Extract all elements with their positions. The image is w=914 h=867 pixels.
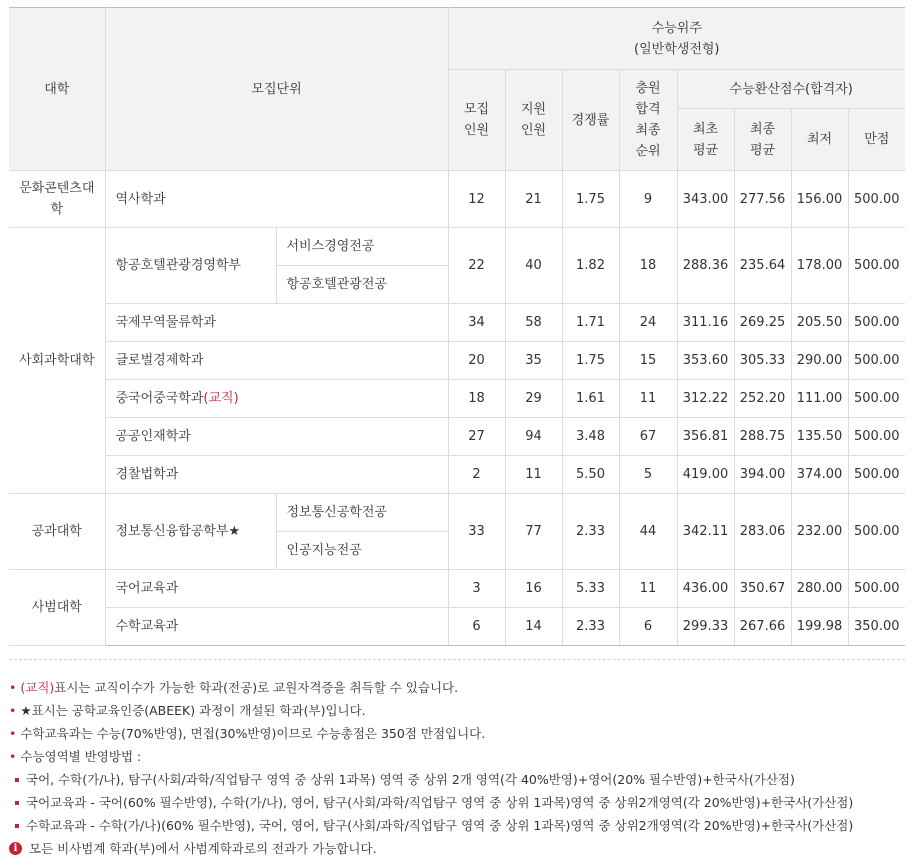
header-lowest: 최저 (791, 109, 848, 171)
first-avg-cell: 436.00 (677, 570, 734, 608)
major-cell: 정보통신공학전공 (276, 494, 448, 532)
final-avg-cell: 252.20 (734, 380, 791, 418)
square-bullet-icon (15, 778, 19, 782)
table-row (9, 380, 905, 418)
final-avg-cell: 235.64 (734, 228, 791, 304)
final-avg-cell: 269.25 (734, 304, 791, 342)
lowest-cell: 199.98 (791, 608, 848, 646)
quota-cell: 27 (448, 418, 505, 456)
note-subitem: 국어, 수학(가/나), 탐구(사회/과학/직업탐구 영역 중 상위 1과목) 영역 중 상위 2개 영역(각 40%반영)+영어(20% 필수반영)+한국사(가산점) (9, 768, 905, 791)
note-info: i 모든 비사범계 학과(부)에서 사범계학과로의 전과가 가능합니다. (9, 837, 905, 860)
lowest-cell: 135.50 (791, 418, 848, 456)
rank-cell: 44 (619, 494, 677, 570)
ratio-cell: 3.48 (562, 418, 619, 456)
ratio-cell: 2.33 (562, 608, 619, 646)
notes-list (9, 676, 905, 860)
major-cell: 서비스경영전공 (276, 228, 448, 266)
applicants-cell: 29 (505, 380, 562, 418)
dept-cell: 공공인재학과 (105, 418, 448, 456)
header-group: 수능위주 (일반학생전형) (448, 8, 905, 70)
college-cell: 공과대학 (9, 494, 105, 570)
ratio-cell: 1.75 (562, 171, 619, 228)
applicants-cell: 35 (505, 342, 562, 380)
teaching-tag: (교직) (20, 680, 55, 695)
final-avg-cell: 267.66 (734, 608, 791, 646)
applicants-cell: 77 (505, 494, 562, 570)
full-cell: 500.00 (848, 228, 905, 304)
dept-cell: 항공호텔관광경영학부 (105, 228, 276, 304)
dept-cell: 수학교육과 (105, 608, 448, 646)
rank-cell: 15 (619, 342, 677, 380)
final-avg-cell: 305.33 (734, 342, 791, 380)
info-icon: i (9, 842, 22, 855)
quota-cell: 20 (448, 342, 505, 380)
ratio-cell: 5.33 (562, 570, 619, 608)
lowest-cell: 111.00 (791, 380, 848, 418)
full-cell: 500.00 (848, 418, 905, 456)
applicants-cell: 40 (505, 228, 562, 304)
table-row (9, 171, 905, 228)
quota-cell: 34 (448, 304, 505, 342)
admission-results-table (9, 7, 905, 646)
dept-cell: 국제무역물류학과 (105, 304, 448, 342)
rank-cell: 18 (619, 228, 677, 304)
applicants-cell: 11 (505, 456, 562, 494)
first-avg-cell: 288.36 (677, 228, 734, 304)
full-cell: 500.00 (848, 494, 905, 570)
header-university: 대학 (9, 8, 105, 171)
rank-cell: 5 (619, 456, 677, 494)
first-avg-cell: 342.11 (677, 494, 734, 570)
full-cell: 500.00 (848, 304, 905, 342)
full-cell: 500.00 (848, 456, 905, 494)
bullet-icon: • (9, 703, 17, 718)
first-avg-cell: 311.16 (677, 304, 734, 342)
ratio-cell: 1.61 (562, 380, 619, 418)
final-avg-cell: 288.75 (734, 418, 791, 456)
header-final-avg: 최종 평균 (734, 109, 791, 171)
ratio-cell: 5.50 (562, 456, 619, 494)
ratio-cell: 1.75 (562, 342, 619, 380)
table-row (9, 570, 905, 608)
header-full: 만점 (848, 109, 905, 171)
square-bullet-icon (15, 824, 19, 828)
dept-cell: 국어교육과 (105, 570, 448, 608)
dept-cell: 글로벌경제학과 (105, 342, 448, 380)
rank-cell: 11 (619, 570, 677, 608)
first-avg-cell: 312.22 (677, 380, 734, 418)
major-cell: 인공지능전공 (276, 532, 448, 570)
applicants-cell: 21 (505, 171, 562, 228)
note-subitem: 국어교육과 - 국어(60% 필수반영), 수학(가/나), 영어, 탐구(사회/과학/직업탐구 영역 중 상위 1과목)영역 중 상위2개영역(각 20%반영)+한국사(가산점) (9, 791, 905, 814)
applicants-cell: 14 (505, 608, 562, 646)
major-cell: 항공호텔관광전공 (276, 266, 448, 304)
rank-cell: 67 (619, 418, 677, 456)
first-avg-cell: 343.00 (677, 171, 734, 228)
final-avg-cell: 283.06 (734, 494, 791, 570)
bullet-icon: • (9, 749, 17, 764)
bullet-icon: • (9, 680, 17, 695)
table-row (9, 494, 905, 532)
rank-cell: 24 (619, 304, 677, 342)
full-cell: 500.00 (848, 171, 905, 228)
header-ratio: 경쟁률 (562, 70, 619, 171)
college-cell: 사범대학 (9, 570, 105, 646)
ratio-cell: 2.33 (562, 494, 619, 570)
first-avg-cell: 299.33 (677, 608, 734, 646)
dept-cell: 경찰법학과 (105, 456, 448, 494)
table-row (9, 228, 905, 266)
first-avg-cell: 353.60 (677, 342, 734, 380)
lowest-cell: 290.00 (791, 342, 848, 380)
rank-cell: 11 (619, 380, 677, 418)
header-quota: 모집 인원 (448, 70, 505, 171)
teaching-tag: (교직) (203, 391, 239, 406)
full-cell: 350.00 (848, 608, 905, 646)
final-avg-cell: 394.00 (734, 456, 791, 494)
table-row (9, 418, 905, 456)
square-bullet-icon (15, 801, 19, 805)
table-row (9, 342, 905, 380)
lowest-cell: 280.00 (791, 570, 848, 608)
quota-cell: 18 (448, 380, 505, 418)
full-cell: 500.00 (848, 380, 905, 418)
bullet-icon: • (9, 726, 17, 741)
dept-cell: 정보통신융합공학부★ (105, 494, 276, 570)
quota-cell: 33 (448, 494, 505, 570)
applicants-cell: 16 (505, 570, 562, 608)
quota-cell: 6 (448, 608, 505, 646)
note-item: • 수능영역별 반영방법 : (9, 749, 142, 764)
quota-cell: 12 (448, 171, 505, 228)
table-row (9, 304, 905, 342)
first-avg-cell: 419.00 (677, 456, 734, 494)
final-avg-cell: 277.56 (734, 171, 791, 228)
quota-cell: 22 (448, 228, 505, 304)
note-item: • (교직)표시는 교직이수가 가능한 학과(전공)로 교원자격증을 취득할 수 있습니다. (9, 680, 459, 695)
header-unit: 모집단위 (105, 8, 448, 171)
note-subitem: 수학교육과 - 수학(가/나)(60% 필수반영), 국어, 영어, 탐구(사회/과학/직업탐구 영역 중 상위 1과목)영역 중 상위2개영역(각 20%반영)+한국사(가산점) (9, 814, 905, 837)
rank-cell: 9 (619, 171, 677, 228)
dept-cell: 중국어중국학과(교직) (105, 380, 448, 418)
full-cell: 500.00 (848, 342, 905, 380)
lowest-cell: 156.00 (791, 171, 848, 228)
college-cell: 문화콘텐츠대 학 (9, 171, 105, 228)
table-row (9, 456, 905, 494)
final-avg-cell: 350.67 (734, 570, 791, 608)
header-rank: 충원 합격 최종 순위 (619, 70, 677, 171)
lowest-cell: 232.00 (791, 494, 848, 570)
header-applicants: 지원 인원 (505, 70, 562, 171)
rank-cell: 6 (619, 608, 677, 646)
section-divider (9, 659, 905, 660)
header-first-avg: 최초 평균 (677, 109, 734, 171)
full-cell: 500.00 (848, 570, 905, 608)
dept-cell: 역사학과 (105, 171, 448, 228)
lowest-cell: 178.00 (791, 228, 848, 304)
table-row (9, 608, 905, 646)
college-cell: 사회과학대학 (9, 228, 105, 494)
quota-cell: 2 (448, 456, 505, 494)
header-score-group: 수능환산점수(합격자) (677, 70, 905, 109)
lowest-cell: 374.00 (791, 456, 848, 494)
quota-cell: 3 (448, 570, 505, 608)
note-item: • 수학교육과는 수능(70%반영), 면접(30%반영)이므로 수능총점은 350점 만점입니다. (9, 726, 486, 741)
ratio-cell: 1.82 (562, 228, 619, 304)
ratio-cell: 1.71 (562, 304, 619, 342)
note-item: • ★표시는 공학교육인증(ABEEK) 과정이 개설된 학과(부)입니다. (9, 703, 366, 718)
applicants-cell: 94 (505, 418, 562, 456)
first-avg-cell: 356.81 (677, 418, 734, 456)
applicants-cell: 58 (505, 304, 562, 342)
lowest-cell: 205.50 (791, 304, 848, 342)
